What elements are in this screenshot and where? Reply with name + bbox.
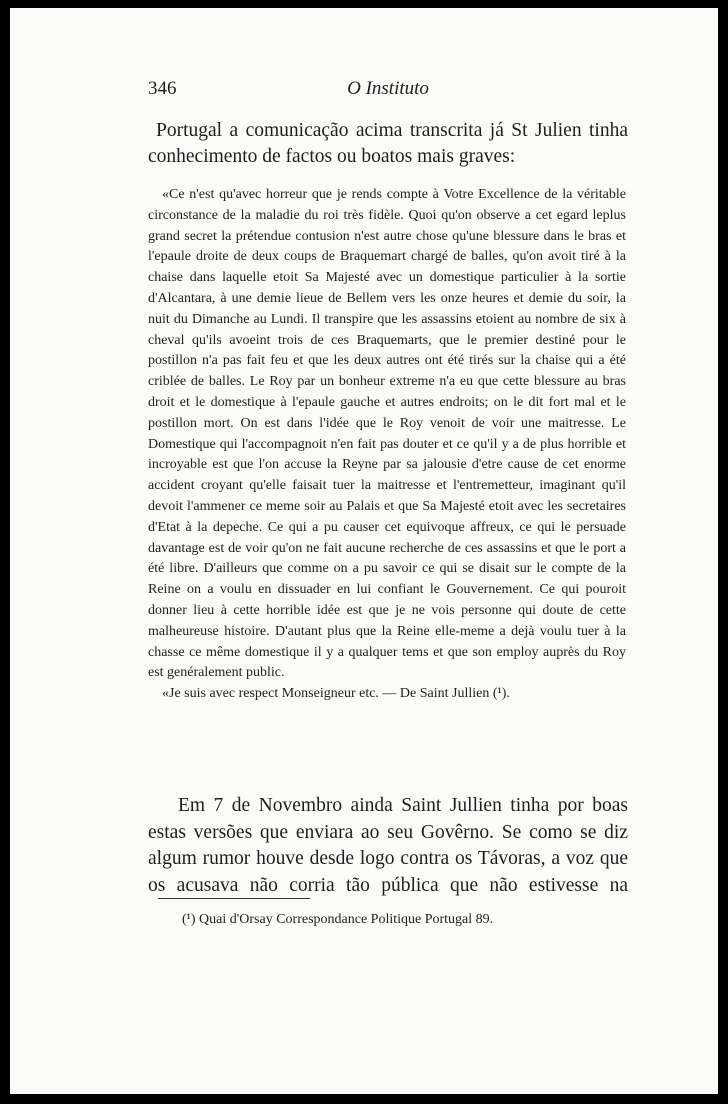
paragraph-intro: Portugal a comunicação acima transcrita já St Julien tinha conhecimento de factos ou boatos mais graves: xyxy=(148,120,628,167)
quote-text: «Ce n'est qu'avec horreur que je rends compte à Votre Excellence de la véritable circonstance de la maladie du roi très fidèle. Quoi qu'on observe a cet egard leplus grand secret la prétendue contusion n'est autre chose qu'une blessure dans le bras et l'epaule droite de deux coups de Braquemart chargé de balles, qu'on avoit tiré à la chaise dans laquelle etoit Sa Majesté avec un domestique particulier à la sortie d'Alcantara, à une demie lieue de Bellem vers les onze heures et demie du soir, la nuit du Dimanche au Lundi. Il transpire que les assassins etoient au nombre de six à cheval qu'ils avoeint trois de ces Braquemarts, que le premier destiné pour le postillon n'a pas fait feu et que les deux autres ont été tirés sur la chaise qui a été criblée de balles. Le Roy par un bonheur extreme n'a eu que cette blessure au bras droit et le domestique à l'epaule gauche et autres endroits; on le dit fort mal et le postillon mort. On est dans l'idée que le Roy venoit de voir une maitresse. Le Domestique qui l'accompagnoit n'en fait pas douter et ce qu'il y a de plus horrible et incroyable est que l'on accuse la Reyne par sa jalousie d'etre cause de cet enorme accident croyant qu'elle faisait tuer la maitresse et l'entremetteur, imaginant qu'il devoit l'ammener ce meme soir au Palais et que Sa Majesté etoit avec les secretaires d'Etat à la depeche. Ce qui a pu causer cet equivoque affreux, ce qui le persuade davantage est de voir qu'on ne fait aucune recherche de ces assassins et que le port a été libre. D'ailleurs que comme on a pu savoir ce qui se disait sur le compte de la Reine on a voulu en dissuader en lui confiant le Gouvernement. Ce qui pouroit donner lieu à cette horrible idée est que je ne vois personne qui doute de cette malheureuse histoire. D'autant plus que la Reine elle-meme a dejà voulu tuer à la chasse ce même domestique il y a qualquer tems et que son employ auprès du Roy est genéralement public. xyxy=(148,187,626,681)
running-title: O Instituto xyxy=(347,78,429,99)
quote-signature: «Je suis avec respect Monseigneur etc. — De Saint Jullien (¹). xyxy=(162,686,510,702)
book-page xyxy=(10,8,718,1094)
footnote: (¹) Quai d'Orsay Correspondance Politique Portugal 89. xyxy=(182,912,494,927)
quoted-letter xyxy=(148,185,626,705)
page-number: 346 xyxy=(148,78,177,99)
footnote-divider xyxy=(158,898,310,899)
paragraph-continuation: Em 7 de Novembro ainda Saint Jullien tinha por boas estas versões que enviara ao seu Govêrno. Se como se diz algum rumor houve desde logo contra os Távoras, a voz que os acusava não corria tão pública que não estivesse na xyxy=(148,795,628,896)
